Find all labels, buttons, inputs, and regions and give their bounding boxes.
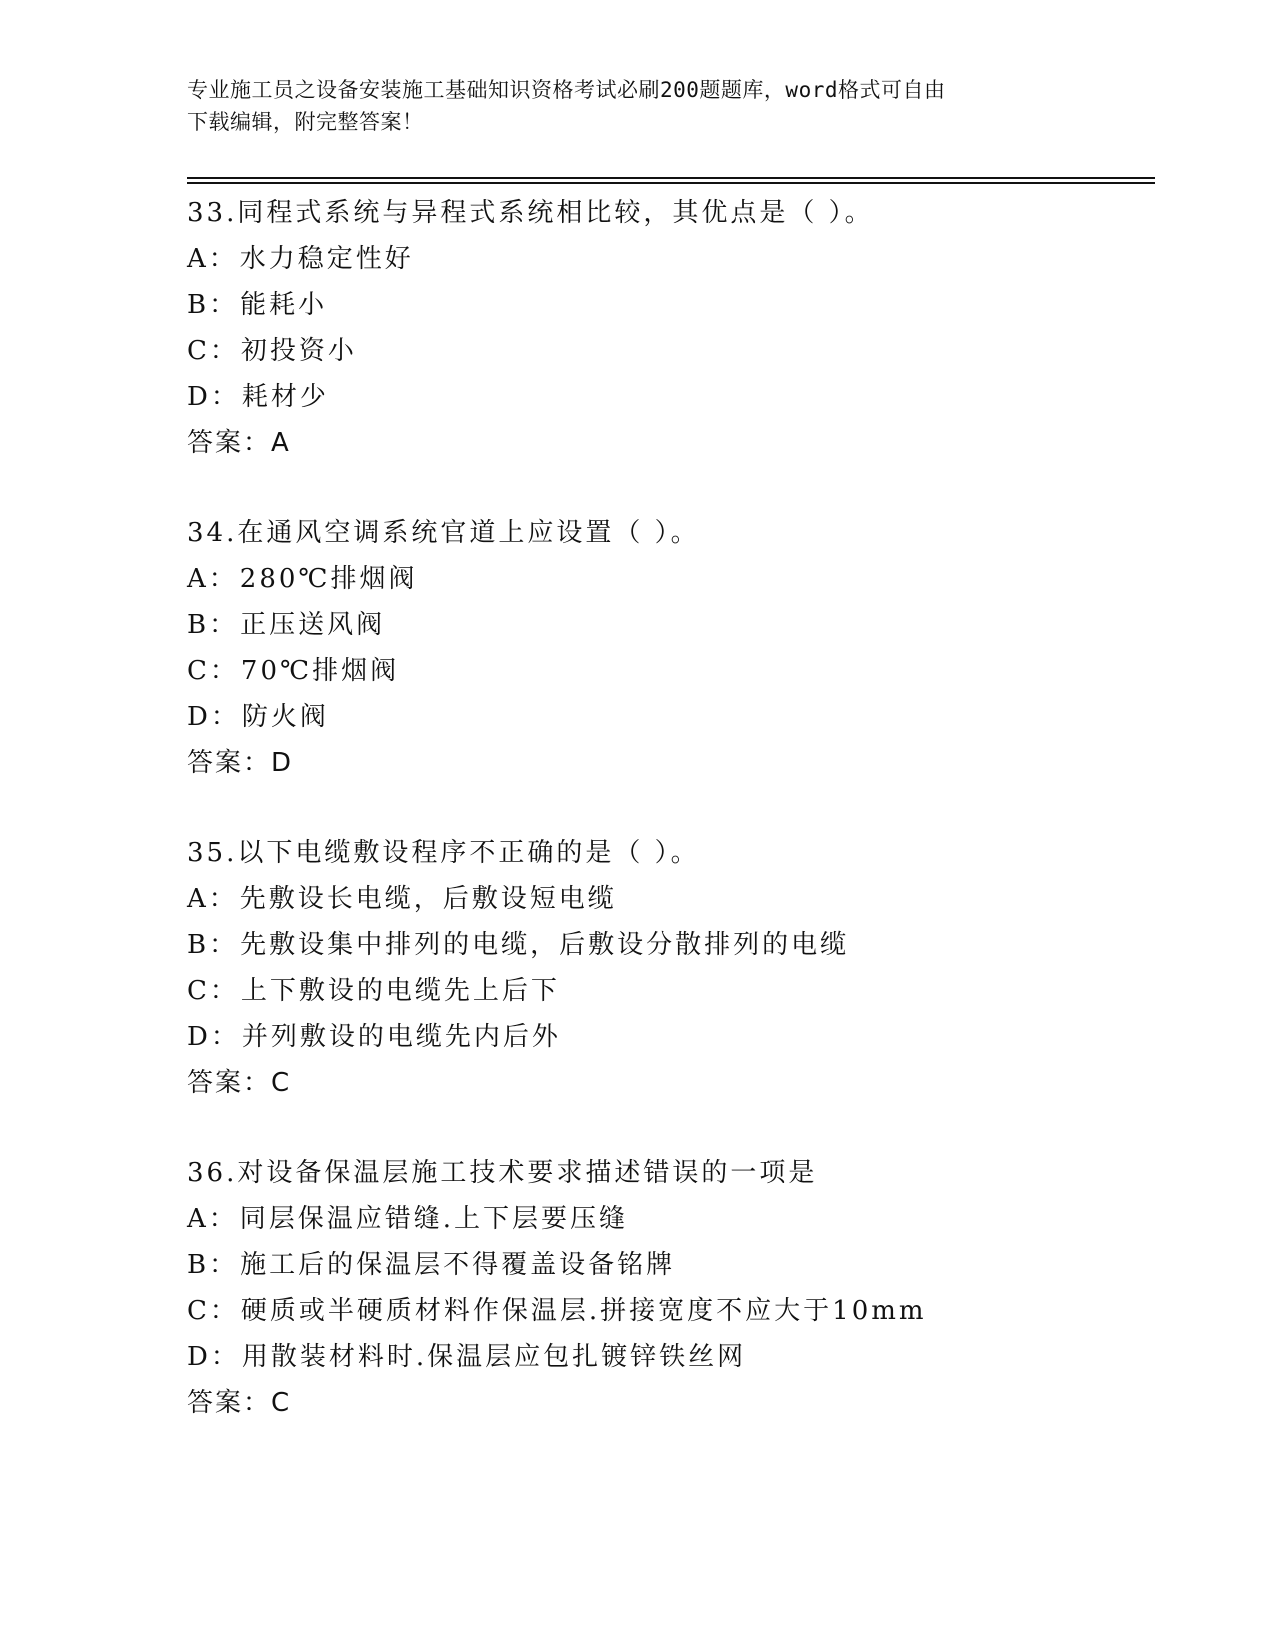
option-label: C： (187, 976, 239, 1006)
option-a (187, 236, 1187, 282)
option-text: 施工后的保温层不得覆盖设备铭牌 (240, 1250, 676, 1280)
question-stem: 34.在通风空调系统官道上应设置（ ）。 (187, 518, 700, 548)
option-text: 防火阀 (241, 702, 329, 732)
option-text: 正压送风阀 (240, 610, 386, 640)
option-text: 硬质或半硬质材料作保温层.拼接宽度不应大于10mm (240, 1296, 927, 1326)
option-b (187, 922, 1187, 968)
option-d (187, 1014, 1187, 1060)
option-text: 能耗小 (240, 290, 328, 320)
option-a (187, 876, 1187, 922)
option-label: A： (187, 244, 238, 274)
question-35 (187, 830, 1187, 1106)
question-33 (187, 190, 1187, 466)
option-text: 先敷设长电缆，后敷设短电缆 (239, 884, 617, 914)
option-label: B： (187, 610, 239, 640)
option-label: C： (187, 336, 239, 366)
option-text: 用散装材料时.保温层应包扎镀锌铁丝网 (241, 1342, 747, 1372)
option-label: A： (187, 564, 238, 594)
option-label: D： (187, 1342, 240, 1372)
option-a (187, 556, 1187, 602)
option-b (187, 282, 1187, 328)
option-text: 水力稳定性好 (239, 244, 414, 274)
header-divider-top (187, 177, 1155, 179)
option-c (187, 1288, 1187, 1334)
option-text: 并列敷设的电缆先内后外 (241, 1022, 561, 1052)
answer-line: 答案：A (187, 428, 291, 458)
header-line-2: 下载编辑，附完整答案！ (187, 110, 424, 134)
option-b (187, 1242, 1187, 1288)
document-header (187, 74, 1087, 138)
option-text: 先敷设集中排列的电缆，后敷设分散排列的电缆 (240, 930, 850, 960)
option-b (187, 602, 1187, 648)
option-d (187, 1334, 1187, 1380)
option-label: C： (187, 656, 239, 686)
option-label: A： (187, 884, 238, 914)
option-label: D： (187, 382, 240, 412)
option-text: 耗材少 (241, 382, 329, 412)
answer-line: 答案：C (187, 1388, 292, 1418)
option-label: D： (187, 702, 240, 732)
question-stem: 33.同程式系统与异程式系统相比较，其优点是（ ）。 (187, 198, 874, 228)
question-34 (187, 510, 1187, 786)
option-label: B： (187, 1250, 239, 1280)
option-c (187, 328, 1187, 374)
question-stem: 35.以下电缆敷设程序不正确的是（ ）。 (187, 838, 700, 868)
header-divider-bottom (187, 182, 1155, 184)
option-d (187, 374, 1187, 420)
option-d (187, 694, 1187, 740)
option-label: A： (187, 1204, 238, 1234)
option-a (187, 1196, 1187, 1242)
option-text: 同层保温应错缝.上下层要压缝 (239, 1204, 629, 1234)
option-c (187, 648, 1187, 694)
option-label: D： (187, 1022, 240, 1052)
answer-line: 答案：D (187, 748, 294, 778)
option-text: 280℃排烟阀 (239, 564, 418, 594)
header-line-1: 专业施工员之设备安装施工基础知识资格考试必刷200题题库，word格式可自由 (187, 78, 946, 102)
option-text: 初投资小 (240, 336, 357, 366)
answer-line: 答案：C (187, 1068, 292, 1098)
option-label: C： (187, 1296, 239, 1326)
question-36 (187, 1150, 1187, 1426)
question-stem: 36.对设备保温层施工技术要求描述错误的一项是 (187, 1158, 818, 1188)
option-text: 上下敷设的电缆先上后下 (240, 976, 560, 1006)
option-label: B： (187, 930, 239, 960)
option-c (187, 968, 1187, 1014)
option-text: 70℃排烟阀 (240, 656, 400, 686)
option-label: B： (187, 290, 239, 320)
